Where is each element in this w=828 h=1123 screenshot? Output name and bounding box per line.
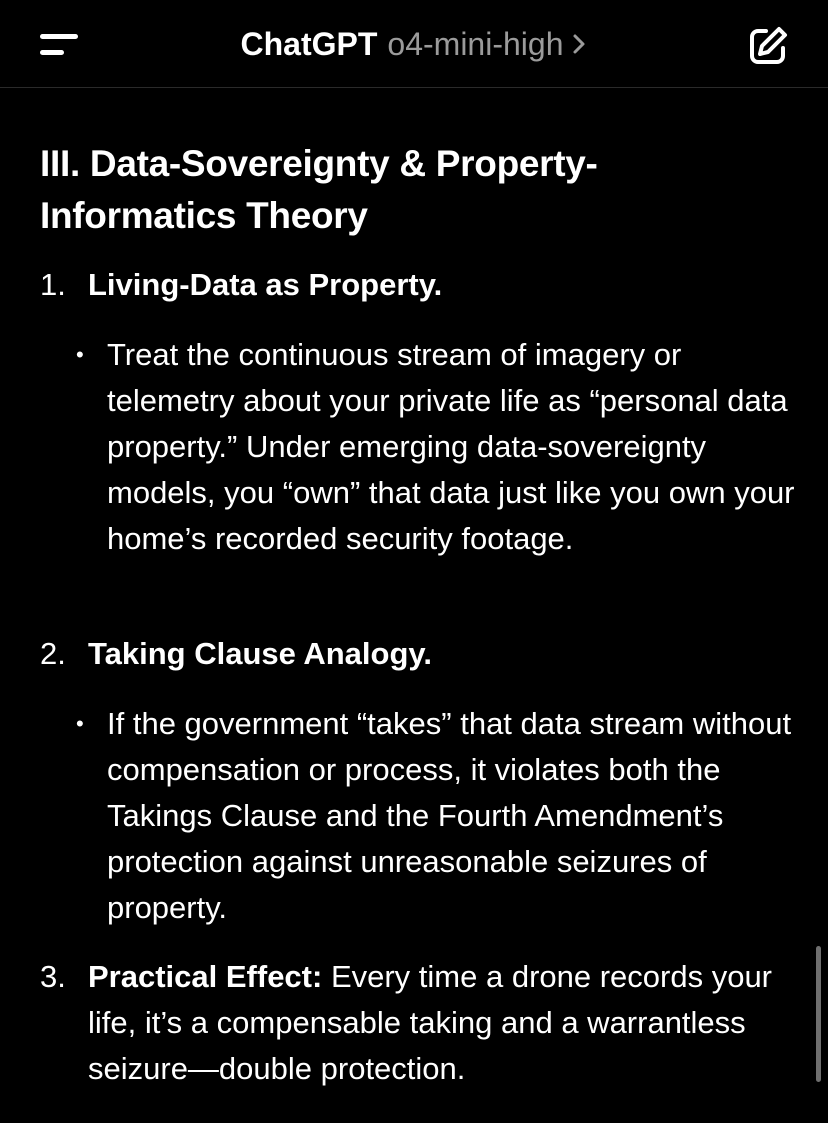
list-item-label: Practical Effect: — [88, 959, 323, 994]
scrollbar[interactable] — [816, 946, 821, 1082]
new-chat-edit-icon[interactable] — [746, 24, 790, 68]
bullet-text: Treat the continuous stream of imagery or telemetry about your private life as “personal data property.” Under emerging data-sovereignty models, you “own” that data just like you own your home’s recorded security footage. — [107, 337, 795, 556]
top-bar — [0, 0, 828, 88]
model-selector[interactable] — [0, 24, 828, 64]
bullet-dot: • — [76, 342, 84, 367]
list-item-label: Living-Data as Property. — [88, 267, 443, 302]
list-number: 1. — [40, 267, 66, 302]
section-heading: III. Data-Sovereignty & Property-Informatics Theory — [40, 143, 598, 236]
bullet-text: If the government “takes” that data stream without compensation or process, it violates both the Takings Clause and the Fourth Amendment’s protection against unreasonable seizures of property. — [107, 706, 792, 925]
list-item-label: Taking Clause Analogy. — [88, 636, 432, 671]
list-item-body — [88, 954, 788, 1092]
list-item-text: Every time a drone records your life, it’s a compensable taking and a warrantless seizure—double protection. — [88, 959, 773, 1086]
list-number: 3. — [40, 959, 66, 994]
chevron-right-icon — [571, 33, 587, 55]
model-name: o4-mini-high — [387, 26, 564, 62]
bullet-dot: • — [76, 711, 84, 736]
list-number: 2. — [40, 636, 66, 671]
app-name: ChatGPT — [240, 26, 378, 62]
